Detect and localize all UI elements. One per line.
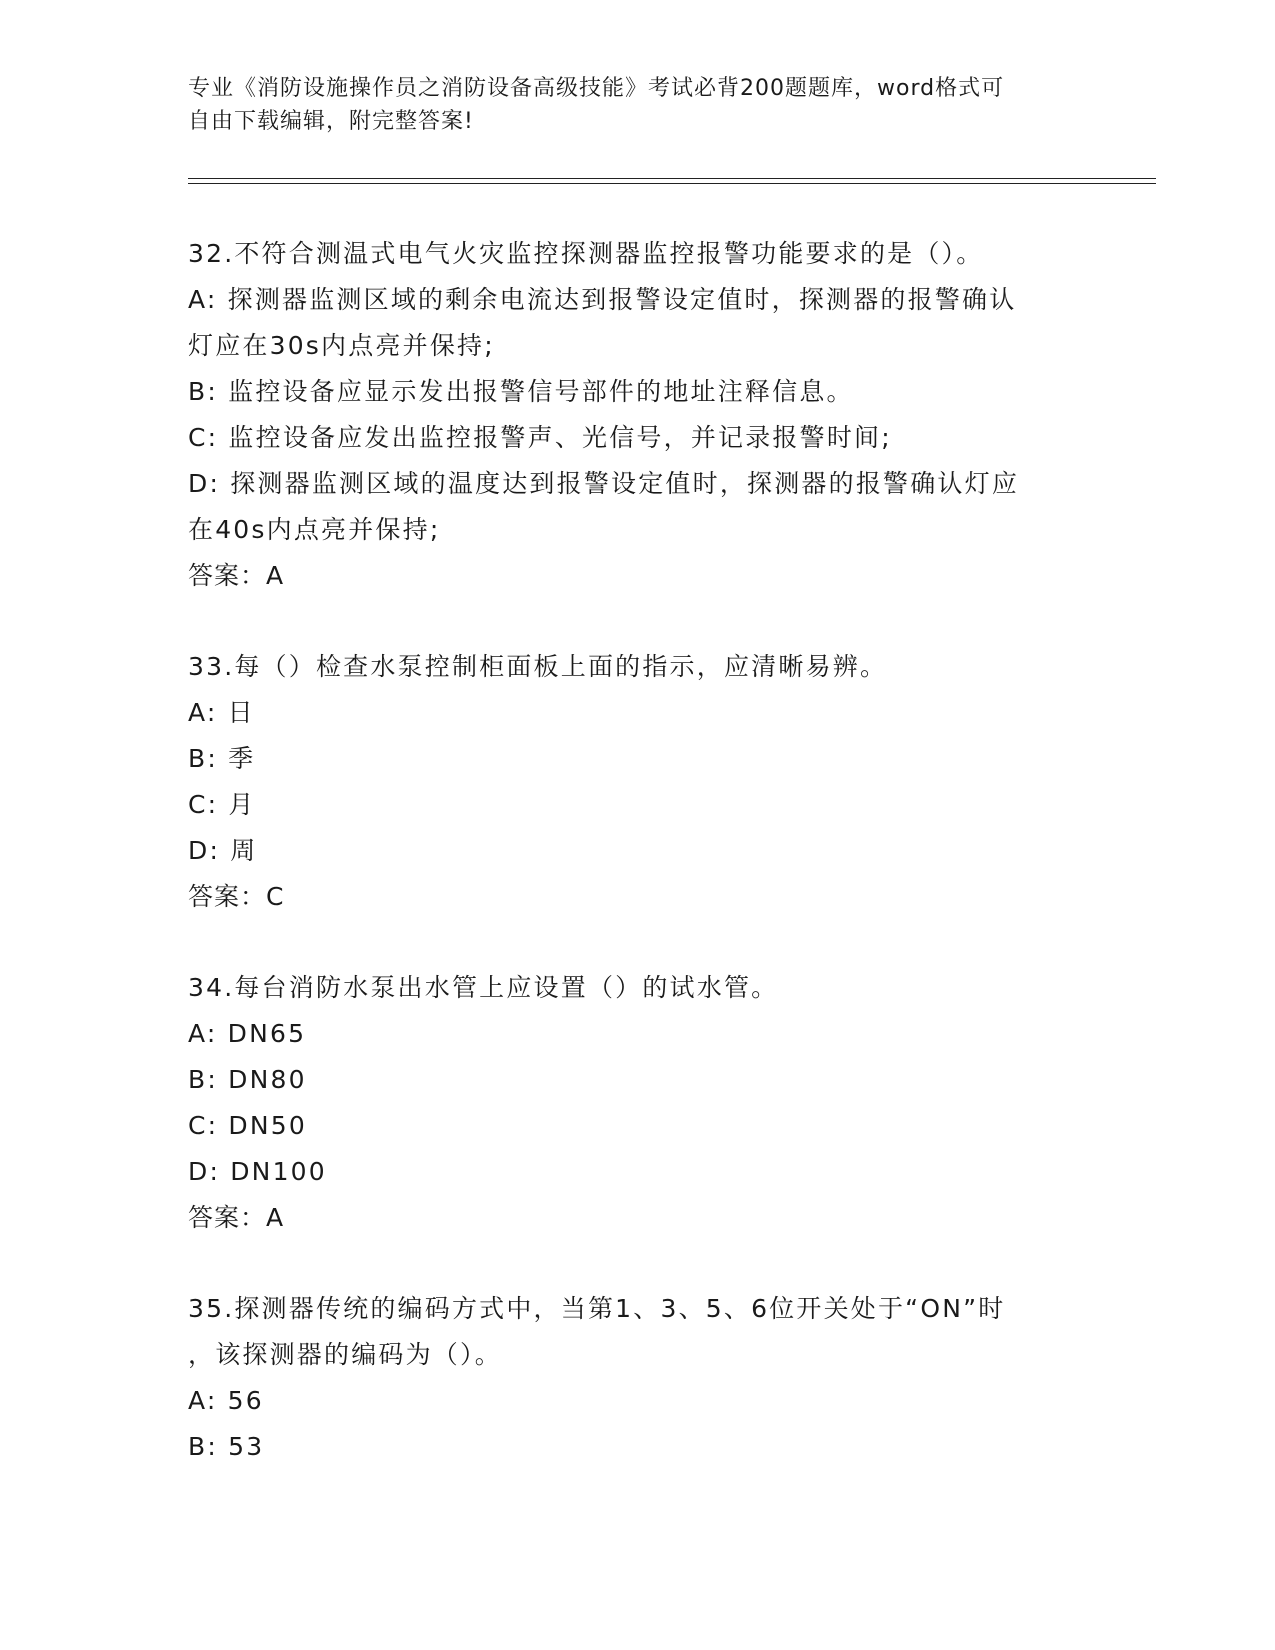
question-stem: 33.每（）检查水泵控制柜面板上面的指示，应清晰易辨。 bbox=[188, 652, 888, 681]
option-b: B: 季 bbox=[188, 744, 256, 773]
option-a: A: 日 bbox=[188, 698, 255, 727]
question-34 bbox=[188, 965, 1088, 1241]
option-a: A: 探测器监测区域的剩余电流达到报警设定值时，探测器的报警确认 bbox=[188, 285, 1017, 314]
option-b: B: 监控设备应显示发出报警信号部件的地址注释信息。 bbox=[188, 377, 854, 406]
question-stem: 35.探测器传统的编码方式中，当第1、3、5、6位开关处于“ON”时 bbox=[188, 1294, 1006, 1323]
answer: 答案：A bbox=[188, 1203, 285, 1232]
answer: 答案：A bbox=[188, 561, 285, 590]
option-d: D: DN100 bbox=[188, 1157, 327, 1186]
header-line: 专业《消防设施操作员之消防设备高级技能》考试必背200题题库，word格式可 bbox=[188, 76, 1005, 101]
option-b: B: DN80 bbox=[188, 1065, 307, 1094]
option-c: C: 月 bbox=[188, 790, 256, 819]
option-d-continued: 在40s内点亮并保持; bbox=[188, 515, 441, 544]
option-b: B: 53 bbox=[188, 1432, 265, 1461]
option-d: D: 探测器监测区域的温度达到报警设定值时，探测器的报警确认灯应 bbox=[188, 469, 1020, 498]
question-33 bbox=[188, 644, 1088, 920]
answer: 答案：C bbox=[188, 882, 285, 911]
question-32 bbox=[188, 231, 1088, 599]
option-c: C: 监控设备应发出监控报警声、光信号，并记录报警时间; bbox=[188, 423, 892, 452]
option-a-continued: 灯应在30s内点亮并保持; bbox=[188, 331, 495, 360]
document-header bbox=[188, 72, 1068, 138]
question-35 bbox=[188, 1286, 1088, 1470]
header-divider bbox=[188, 178, 1156, 179]
option-a: A: DN65 bbox=[188, 1019, 307, 1048]
option-c: C: DN50 bbox=[188, 1111, 307, 1140]
question-stem: 34.每台消防水泵出水管上应设置（）的试水管。 bbox=[188, 973, 779, 1002]
header-divider bbox=[188, 183, 1156, 184]
header-line: 自由下载编辑，附完整答案! bbox=[188, 109, 474, 134]
question-stem: 32.不符合测温式电气火灾监控探测器监控报警功能要求的是（）。 bbox=[188, 239, 984, 268]
option-d: D: 周 bbox=[188, 836, 258, 865]
question-list bbox=[188, 231, 1088, 1515]
question-stem-continued: ，该探测器的编码为（）。 bbox=[188, 1340, 502, 1369]
option-a: A: 56 bbox=[188, 1386, 264, 1415]
